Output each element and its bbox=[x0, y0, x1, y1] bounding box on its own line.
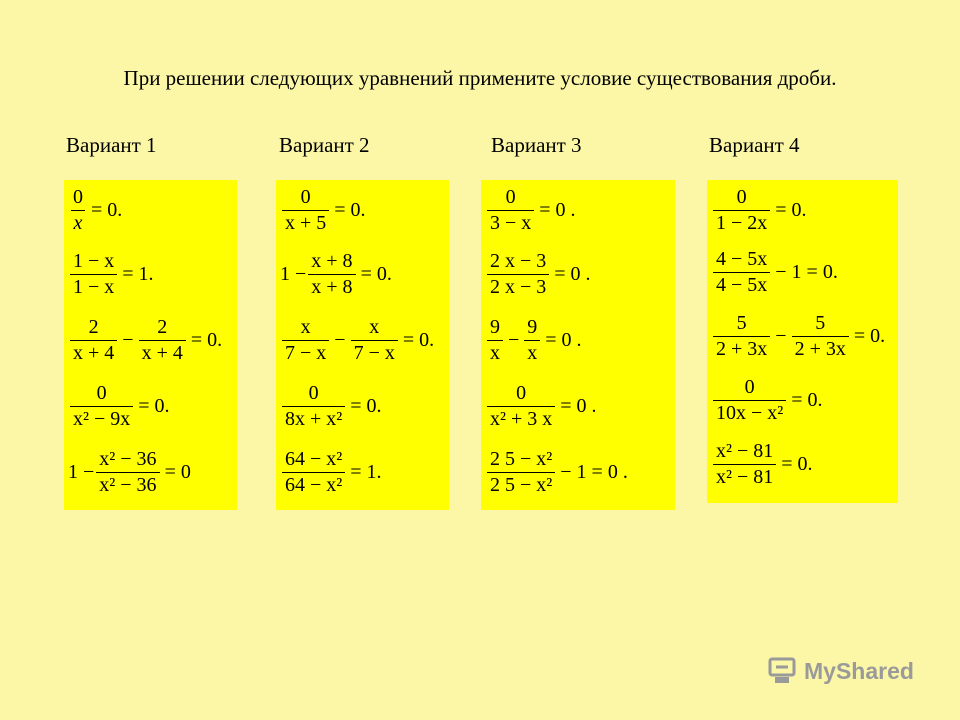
watermark-text: MyShared bbox=[804, 657, 914, 684]
variant-3-label: Вариант 3 bbox=[491, 133, 582, 157]
equation: $\frac{1 - x}{1 - x}$ = 1. bbox=[68, 250, 157, 299]
equation: $\frac{0}{\text{x² + 3 x}}$ = 0 . bbox=[485, 382, 600, 431]
variant-2-card bbox=[276, 180, 449, 510]
equation: $\frac{2 x - 3}{2 x - 3}$ = 0 . bbox=[485, 250, 594, 299]
equation: $\frac{0}{\text{x² − 9x}}$ = 0. bbox=[68, 382, 173, 431]
slide-title: При решении следующих уравнений примените условие существования дроби. bbox=[123, 66, 837, 90]
equation: 1 − $\frac{\text{x² − 36}}{\text{x² − 36}}$ = 0 bbox=[68, 448, 191, 496]
variant-1-card bbox=[64, 180, 237, 510]
watermark-logo bbox=[766, 655, 914, 687]
equation: $\frac{0}{x}$ = 0. bbox=[68, 186, 125, 235]
equation: $\frac{5}{2 + 3x}$ − $\frac{5}{2 + 3x}$ = 0. bbox=[711, 312, 888, 361]
variant-4-card bbox=[707, 180, 898, 503]
presentation-board-icon bbox=[766, 655, 798, 687]
equation: $\frac{0}{\text{10x − x²}}$ = 0. bbox=[711, 376, 826, 425]
equation: $\frac{\text{2 5 − x²}}{\text{2 5 − x²}}$ − 1 = 0 . bbox=[485, 448, 631, 497]
equation: $\frac{9}{x}$ − $\frac{9}{x}$ = 0 . bbox=[485, 316, 585, 365]
variant-4-label: Вариант 4 bbox=[709, 133, 800, 157]
equation: $\frac{2}{x + 4}$ − $\frac{2}{x + 4}$ = 0. bbox=[68, 316, 225, 365]
equation: 1 − $\frac{x + 8}{x + 8}$ = 0. bbox=[280, 250, 392, 298]
equation: $\frac{0}{x + 5}$ = 0. bbox=[280, 186, 369, 235]
variant-2-label: Вариант 2 bbox=[279, 133, 370, 157]
equation: $\frac{0}{\text{8x + x²}}$ = 0. bbox=[280, 382, 385, 431]
equation: $\frac{x}{7 - x}$ − $\frac{x}{7 - x}$ = 0. bbox=[280, 316, 437, 365]
equation: $\frac{4 - 5x}{4 - 5x}$ − 1 = 0. bbox=[711, 248, 841, 297]
variant-3-card bbox=[481, 180, 675, 510]
variant-1-label: Вариант 1 bbox=[66, 133, 157, 157]
equation: $\frac{\text{x² − 81}}{\text{x² − 81}}$ = 0. bbox=[711, 440, 816, 489]
equation: $\frac{\text{64 − x²}}{\text{64 − x²}}$ = 1. bbox=[280, 448, 385, 497]
equation: $\frac{0}{3 - x}$ = 0 . bbox=[485, 186, 579, 235]
equation: $\frac{0}{1 - 2x}$ = 0. bbox=[711, 186, 810, 235]
